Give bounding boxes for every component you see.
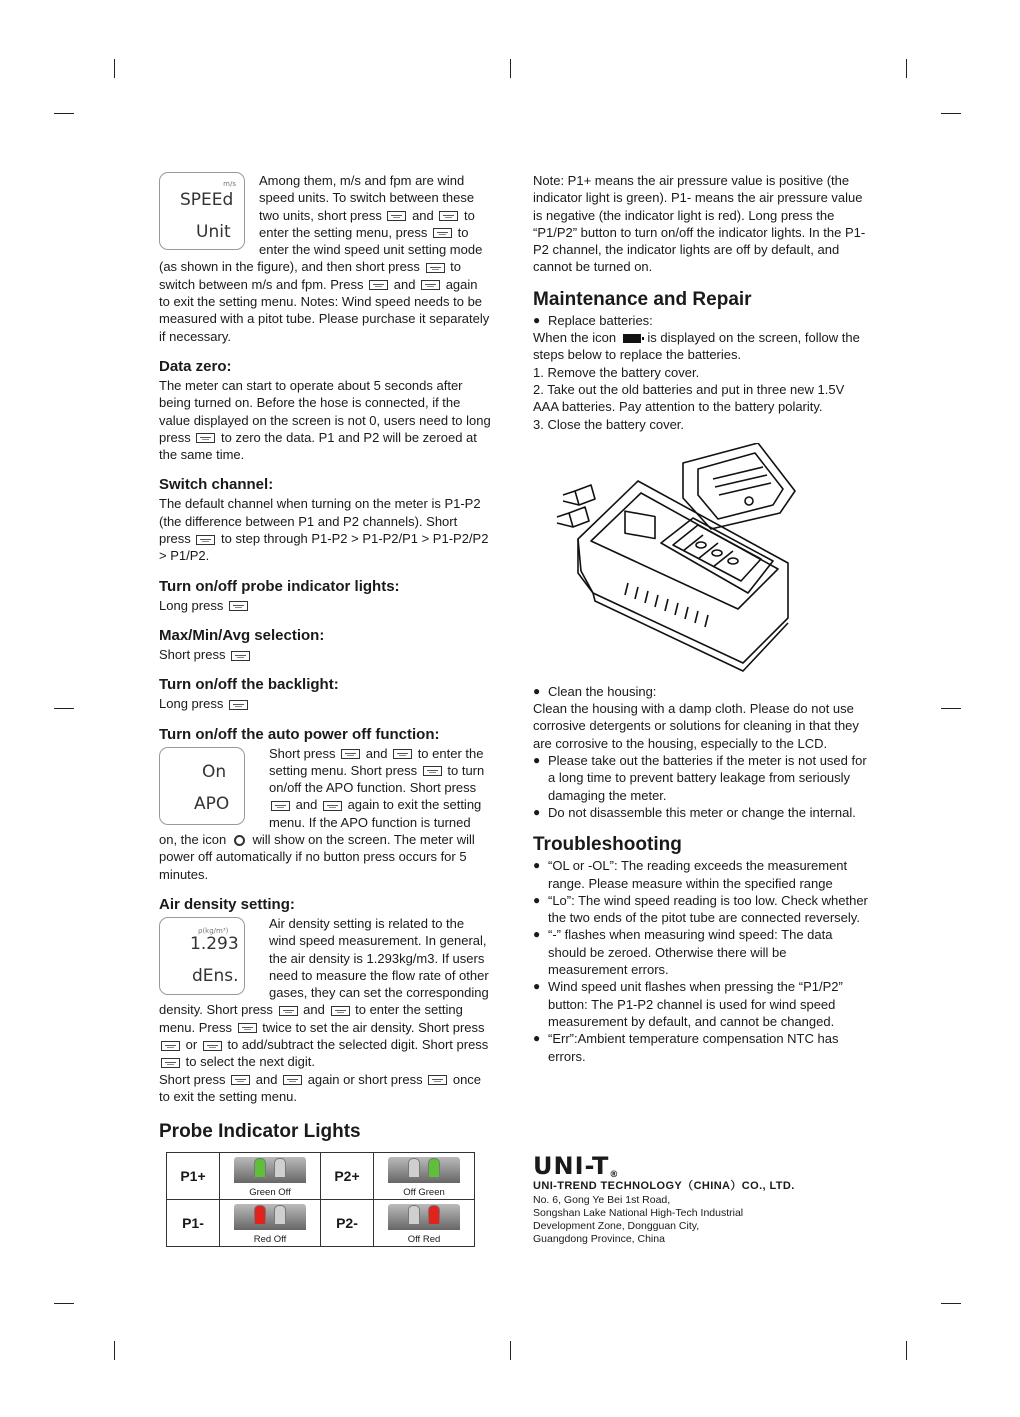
table-row [167,1200,475,1247]
data-zero-paragraph: The meter can start to operate about 5 seconds after being turned on. Before the hose is connected, if the value displayed on the screen is not 0, users need to long press to zero the data. P1 and P2 will be zeroed at the same time. [159,377,491,463]
air-density-lcd [159,917,245,995]
table-row [167,1153,475,1200]
clean-housing-bullet: ● Clean the housing: [533,683,657,699]
mode-button-icon [238,1023,257,1033]
hold-button-icon [341,749,360,759]
battery-replacement-illustration [533,443,869,673]
replace-batteries-paragraph: When the icon is displayed on the screen, follow the steps below to replace the batteries. [533,330,860,363]
light-caption: Red Off [253,1234,287,1245]
lcd-line-2: APO [194,793,230,814]
crop-mark [941,708,961,709]
hold-button-icon [231,1075,250,1085]
lcd-unit-label: ρ(kg/m³) [198,926,229,935]
maintenance-heading: Maintenance and Repair [533,288,752,310]
apo-paragraph: Short press and to enter the setting menu. Short press to turn on/off the APO function. Short press and again to exit the setting menu. If the APO function is turned on, the icon will show on the screen. The meter will power off automatically if no button press occurs for 5 minutes. [159,745,485,882]
apo-lcd [159,747,245,825]
left-column [159,172,491,1105]
left-probe-light [254,1158,266,1178]
step-3: 3. Close the battery cover. [533,416,685,432]
mode-button-icon [433,228,452,238]
crop-mark [54,708,74,709]
crop-mark [510,1341,511,1360]
air-density-exit-paragraph: Short press and again or short press once to exit the setting menu. [159,1071,482,1104]
uni-t-logo: UNI-T® [533,1152,620,1180]
troubleshooting-heading: Troubleshooting [533,834,682,856]
apo-heading: Turn on/off the auto power off function: [159,725,440,743]
p1-minus-label: P1- [167,1200,220,1247]
lcd-line-1: On [202,761,227,782]
lcd-line-2: Unit [196,222,231,242]
crop-mark [54,113,74,114]
trouble-item: ● “Err”:Ambient temperature compensation NTC has errors. [533,1031,839,1064]
lcd-unit-label: m/s [223,180,236,188]
trouble-item: ● “-” flashes when measuring wind speed: The data should be zeroed. Otherwise there will be measurement errors. [533,927,833,978]
p1-minus-probe-image [220,1200,321,1247]
p1p2-button-icon [161,1058,180,1068]
no-disassemble-bullet: ● Do not disassemble this meter or change the internal. [533,804,856,820]
maxmin-paragraph: Short press [159,646,491,663]
unit-zero-button-icon [439,211,458,221]
step-2: 2. Take out the old batteries and put in three new 1.5V AAA batteries. Pay attention to the battery polarity. [533,381,845,415]
hold-button-icon [387,211,406,221]
crop-mark [54,1303,74,1304]
crop-mark [906,1341,907,1360]
unit-zero-button-icon [421,280,440,290]
right-probe-light [274,1205,286,1225]
p2-minus-label: P2- [321,1200,374,1247]
unit-zero-button-icon [426,263,445,273]
mode-button-icon [231,651,250,661]
hold-button-icon [279,1006,298,1016]
bullet-icon: ● [533,858,541,873]
light-caption: Off Green [403,1187,445,1198]
p2-plus-probe-image [374,1153,475,1200]
backlight-paragraph: Long press [159,695,491,712]
light-caption: Green Off [249,1187,291,1198]
unit-zero-button-icon [283,1075,302,1085]
right-probe-light [274,1158,286,1178]
left-probe-light [254,1205,266,1225]
left-probe-light [408,1205,420,1225]
bullet-icon: ● [533,1031,541,1046]
hold-button-icon [271,801,290,811]
light-caption: Off Red [407,1234,441,1245]
crop-mark [114,59,115,78]
crop-mark [941,113,961,114]
crop-mark [941,1303,961,1304]
unit-zero-button-icon [323,801,342,811]
maxmin-heading: Max/Min/Avg selection: [159,626,325,644]
unit-zero-button-icon [203,1041,222,1051]
hold-button-icon [161,1041,180,1051]
unit-zero-button-icon [393,749,412,759]
data-zero-heading: Data zero: [159,357,232,375]
probe-note-paragraph: Note: P1+ means the air pressure value is positive (the indicator light is green). P1- means the air pressure value is negative (the indicator light is red). Long press the “P1/P2” button to turn on/off the indicator lights. In the P1-P2 channel, the indicator lights are off by default, and cannot be turned on. [533,173,866,275]
p1-plus-probe-image [220,1153,321,1200]
p1p2-button-icon [196,535,215,545]
probe-indicator-table [166,1152,475,1247]
unit-zero-button-icon [423,766,442,776]
crop-mark [906,59,907,78]
step-1: 1. Remove the battery cover. [533,364,700,380]
trouble-item: ● “OL or -OL”: The reading exceeds the measurement range. Please measure within the specified range [533,858,848,891]
right-probe-light [428,1205,440,1225]
mode-button-icon [428,1075,447,1085]
speed-unit-lcd [159,172,245,250]
p2-minus-probe-image [374,1200,475,1247]
crop-mark [114,1341,115,1360]
right-column [533,172,869,1065]
clean-housing-paragraph: Clean the housing with a damp cloth. Please do not use corrosive detergents or solutions for cleaning in that they are corrosive to the housing, especially to the LCD. [533,701,859,751]
bullet-icon: ● [533,892,541,907]
company-name: UNI-TREND TECHNOLOGY（CHINA）CO., LTD. [533,1180,795,1192]
trouble-item: ● Wind speed unit flashes when pressing the “P1/P2” button: The P1-P2 channel is used for wind speed measurement by default, and cannot be changed. [533,979,843,1029]
crop-mark [510,59,511,78]
right-probe-light [428,1158,440,1178]
probe-lights-paragraph: Long press [159,597,491,614]
lcd-line-2: dEns. [192,965,239,986]
bullet-icon: ● [533,979,541,994]
apo-icon [234,835,245,846]
lcd-line-1: SPEEd [180,190,234,210]
low-battery-icon [623,334,641,343]
registered-mark: ® [609,1170,620,1180]
p1p2-button-icon [229,601,248,611]
unit-zero-button-icon [196,433,215,443]
backlight-heading: Turn on/off the backlight: [159,676,339,694]
bullet-icon: ● [533,753,541,768]
mode-button-icon [229,700,248,710]
switch-channel-paragraph: The default channel when turning on the meter is P1-P2 (the difference between P1 and P2 channels). Short press to step through P1-P2 > P1-P2/P1 > P1-P2/P2 > P1/P2. [159,496,489,564]
unit-zero-button-icon [331,1006,350,1016]
p2-plus-label: P2+ [321,1153,374,1200]
company-address: No. 6, Gong Ye Bei 1st Road, Songshan Lake National High-Tech Industrial Development Zone, Dongguan City, Guangdong Province, China [533,1194,744,1245]
air-density-heading: Air density setting: [159,895,295,913]
air-density-paragraph: Air density setting is related to the wind speed measurement. In general, the air density is 1.293kg/m3. If users need to measure the flow rate of other gases, they can set the corresponding density. Short press and to enter the setting menu. Press twice to set the air density. Short press or to add/subtract the selected digit. Short press to select the next digit. [159,915,489,1070]
lcd-line-1: 1.293 [190,933,239,954]
probe-lights-heading: Turn on/off probe indicator lights: [159,577,400,595]
replace-batteries-bullet: ● Replace batteries: [533,312,653,328]
bullet-icon: ● [533,927,541,942]
bullet-icon: ● [533,804,541,819]
speed-unit-paragraph: Among them, m/s and fpm are wind speed units. To switch between these two units, short press and to enter the setting menu, press to enter the wind speed unit setting mode (as shown in the figure), and then short press to switch between m/s and fpm. Press and again to exit the setting menu. Notes: Wind speed needs to be measured with a pitot tube. Please purchase it separately if necessary. [159,173,490,344]
trouble-item: ● “Lo”: The wind speed reading is too low. Check whether the two ends of the pitot tube are connected reversely. [533,892,868,926]
bullet-icon: ● [533,312,541,327]
hold-button-icon [369,280,388,290]
p1-plus-label: P1+ [167,1153,220,1200]
switch-channel-heading: Switch channel: [159,476,274,494]
bullet-icon: ● [533,683,541,698]
probe-indicator-heading: Probe Indicator Lights [159,1121,361,1142]
left-probe-light [408,1158,420,1178]
remove-batteries-bullet: ● Please take out the batteries if the meter is not used for a long time to prevent battery leakage from seriously damaging the meter. [533,753,867,803]
